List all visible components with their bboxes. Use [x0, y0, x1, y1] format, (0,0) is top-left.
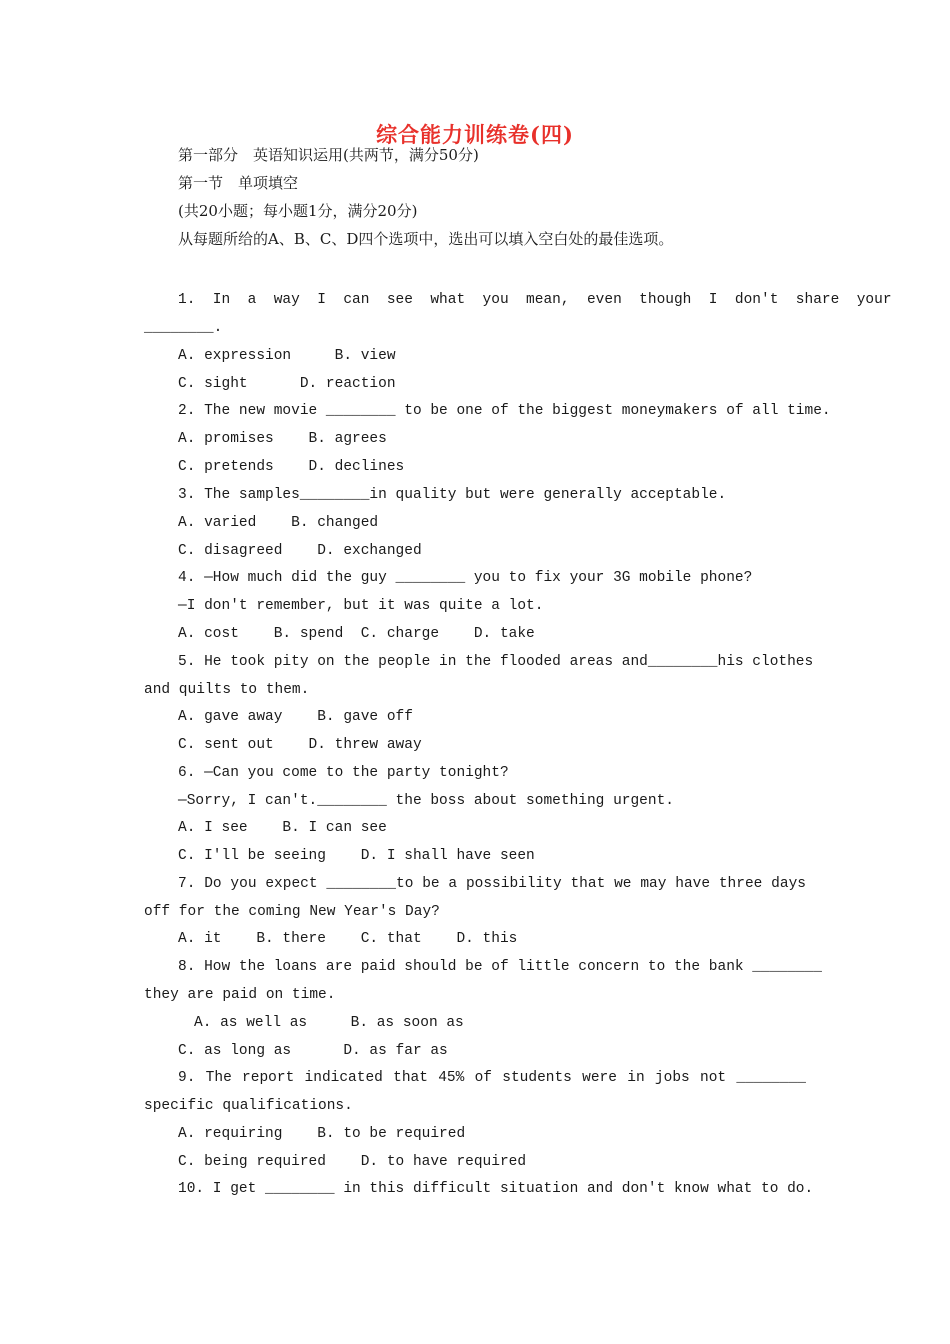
scoring-note: (共20小题；每小题1分，满分20分) [178, 202, 418, 220]
question-1: 1. In a way I can see what you mean, even though I don't share your [178, 292, 892, 308]
options-2b: C. pretends D. declines [178, 459, 405, 475]
section-heading: 第一节 单项填空 [178, 174, 299, 192]
options-9a: A. requiring B. to be required [178, 1126, 466, 1142]
question-7-cont: off for the coming New Year's Day? [144, 904, 440, 920]
options-8b: C. as long as D. as far as [178, 1043, 448, 1059]
question-1-cont: ________. [144, 320, 223, 336]
options-5a: A. gave away B. gave off [178, 709, 413, 725]
question-9: 9. The report indicated that 45% of students were in jobs not ________ [178, 1070, 806, 1086]
options-8a: A. as well as B. as soon as [194, 1015, 464, 1031]
options-4: A. cost B. spend C. charge D. take [178, 626, 535, 642]
question-5: 5. He took pity on the people in the flooded areas and________his clothes [178, 654, 814, 670]
options-2a: A. promises B. agrees [178, 431, 387, 447]
question-9-cont: specific qualifications. [144, 1098, 353, 1114]
question-4-reply: —I don't remember, but it was quite a lot. [178, 598, 544, 614]
question-3: 3. The samples________in quality but were generally acceptable. [178, 487, 727, 503]
options-3a: A. varied B. changed [178, 515, 379, 531]
document-title: 综合能力训练卷(四) [376, 122, 574, 147]
part-heading: 第一部分 英语知识运用(共两节，满分50分) [178, 146, 479, 164]
options-7: A. it B. there C. that D. this [178, 931, 518, 947]
question-8: 8. How the loans are paid should be of little concern to the bank ________ [178, 959, 822, 975]
question-6: 6. —Can you come to the party tonight? [178, 765, 509, 781]
options-5b: C. sent out D. threw away [178, 737, 422, 753]
question-4: 4. —How much did the guy ________ you to fix your 3G mobile phone? [178, 570, 753, 586]
question-5-cont: and quilts to them. [144, 682, 310, 698]
options-1a: A. expression B. view [178, 348, 396, 364]
options-6b: C. I'll be seeing D. I shall have seen [178, 848, 535, 864]
options-3b: C. disagreed D. exchanged [178, 543, 422, 559]
options-1b: C. sight D. reaction [178, 376, 396, 392]
options-9b: C. being required D. to have required [178, 1154, 527, 1170]
question-6-reply: —Sorry, I can't.________ the boss about something urgent. [178, 793, 674, 809]
options-6a: A. I see B. I can see [178, 820, 387, 836]
question-8-cont: they are paid on time. [144, 987, 336, 1003]
question-10: 10. I get ________ in this difficult situation and don't know what to do. [178, 1181, 814, 1197]
question-7: 7. Do you expect ________to be a possibility that we may have three days [178, 876, 806, 892]
instruction-text: 从每题所给的A、B、C、D四个选项中，选出可以填入空白处的最佳选项。 [178, 230, 674, 248]
question-2: 2. The new movie ________ to be one of the biggest moneymakers of all time. [178, 403, 831, 419]
